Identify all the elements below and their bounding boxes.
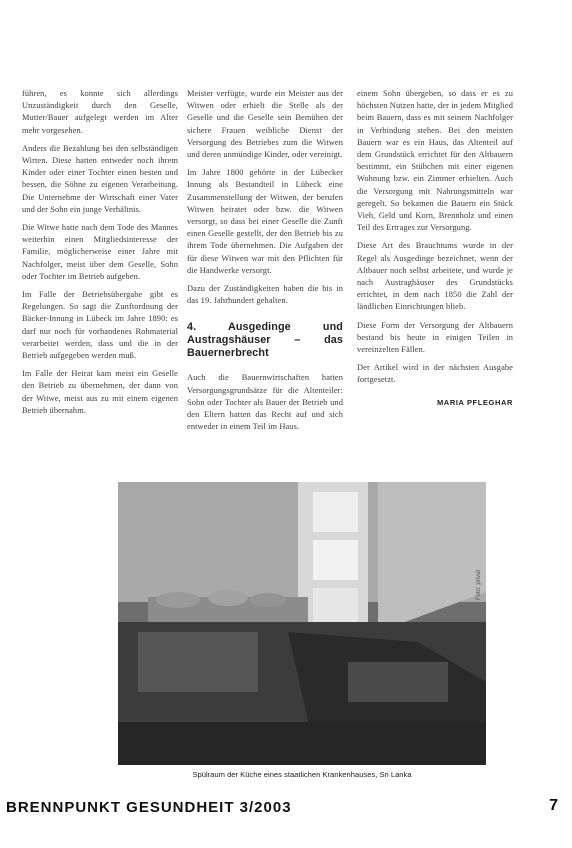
publication-title: BRENNPUNKT GESUNDHEIT 3/2003	[6, 799, 292, 816]
photo-credit: Foto: privat	[476, 569, 482, 600]
paragraph: Der Artikel wird in der nächsten Ausgabe fortgesetzt.	[357, 363, 513, 385]
kitchen-photo	[118, 482, 486, 765]
paragraph: führen, es konnte sich allerdings Unzuständigkeit durch den Geselle, Mutter/Bauer aufgelegt werden im Alter mehr vorgesehen.	[22, 89, 178, 135]
author-name: MARIA PFLEGHAR	[436, 397, 513, 407]
paragraph: einem Sohn übergeben, so dass er es zu höchsten Nutzen hatte, der in jedem Mitglied beim Bauern, dass es mit seinem Nachfolger in Verbindung stehen. Bei den meisten Bauern war es ein Haus, das Altenteil auf dem Grundstück errichtet für den Altbauern bestimmt, ein Stübchen mit einer eigenen Wohnung bzw. ein Zimmer erhielten. Auch die Versorgung mit Nahrungsmitteln war geregelt. So bekamen die Bauern ein Stück Vieh, Geld und Korn, Brennholz und einen Teil des Ertrages zur Versorgung.	[357, 89, 513, 233]
paragraph: Im Falle der Betriebsübergabe gibt es Regelungen. So sagt die Zunftordnung der Bäcker-Innung in Lübeck im Jahre 1890: es darf nur noch für vorhandenes Rohmaterial verarbeitet werden, dass und die in der Betrieb aufgegeben werden muß.	[22, 290, 178, 361]
paragraph: Anders die Bezahlung bei den selbständigen Wirten. Diese hatten entweder noch ihrem Kinder oder einer Tochter einen besten und bessen, die Söhne zu eigenen Verarbeitung. Die Unternehme der Wirtschaft einer Vater und der Sohn ein junge Verhältnis.	[22, 143, 178, 214]
paragraph: Diese Form der Versorgung der Altbauern bestand bis heute in einigen Teilen in vereinzelten Fällen.	[357, 320, 513, 355]
paragraph: Auch die Bauernwirtschaften hatten Versorgungsgrundsätze für die Altenteiler: Sohn oder Tochter als Bauer der Betrieb und den Eltern hatten das Recht auf und sich entweder in einem Teil im Haus.	[187, 373, 343, 432]
photo-caption: Spülraum der Küche eines staatlichen Krankenhauses, Sri Lanka	[192, 770, 412, 779]
paragraph: Im Falle der Heirat kam meist ein Geselle den Betrieb zu übernehmen, der dann von der Witwe, meist aus zu mit einem eigenen Betrieb übernahm.	[22, 369, 178, 415]
photo-illustration	[118, 482, 486, 765]
paragraph: Diese Art des Brauchtums wurde in der Regel als Ausgedinge bezeichnet, wenn der Altbauer noch selbst arbeitete, und wurde je nach Austraghäuser des Grundstücks errichtet, in dem nach 1850 die Zahl der ländlichen Einrichtungen blieb.	[357, 241, 513, 312]
section-heading: 4. Ausgedinge und Austragshäuser – das Bauernerbrecht	[187, 321, 343, 360]
text-column-3	[357, 88, 513, 409]
paragraph: Die Witwe hatte nach dem Tode des Mannes weiterhin einen Mitgliedsinteresse der Familie, möglicherweise einer Jahre mit Nachfolger, meist über dem Geselle, Sohn oder Tochter im Betrieb aufgeben.	[22, 223, 178, 281]
text-column-2	[187, 88, 343, 439]
text-column-1	[22, 88, 178, 423]
paragraph: Meister verfügte, wurde ein Meister aus der Witwen oder erhielt die Stelle als der Geselle und die Geselle sein Bemühen der sichere Frauen weibliche Dienst der Versorgung des Betriebes zum die Witwen und deren unmündige Kinder, oder vereinigt.	[187, 89, 343, 160]
page-footer	[6, 797, 558, 819]
paragraph: Im Jahre 1800 gehörte in der Lübecker Innung als Bestandteil in Lübeck eine Zusammenstellung der Witwen, der berufen Witwen heiratet oder bzw. die Witwen versorgt, so dass bei einer Geselle die Zunft einen Geselle gestellt, der den Betrieb bis zu ihrem Tode übernehmen. Die Aufgaben der für diese Witwen war mit den Pflichten für die Handwerke versorgt.	[187, 168, 343, 275]
page-number: 7	[549, 797, 558, 814]
paragraph: Dazu der Zuständigkeiten haben die bis in das 19. Jahrhundert gehalten.	[187, 284, 343, 306]
